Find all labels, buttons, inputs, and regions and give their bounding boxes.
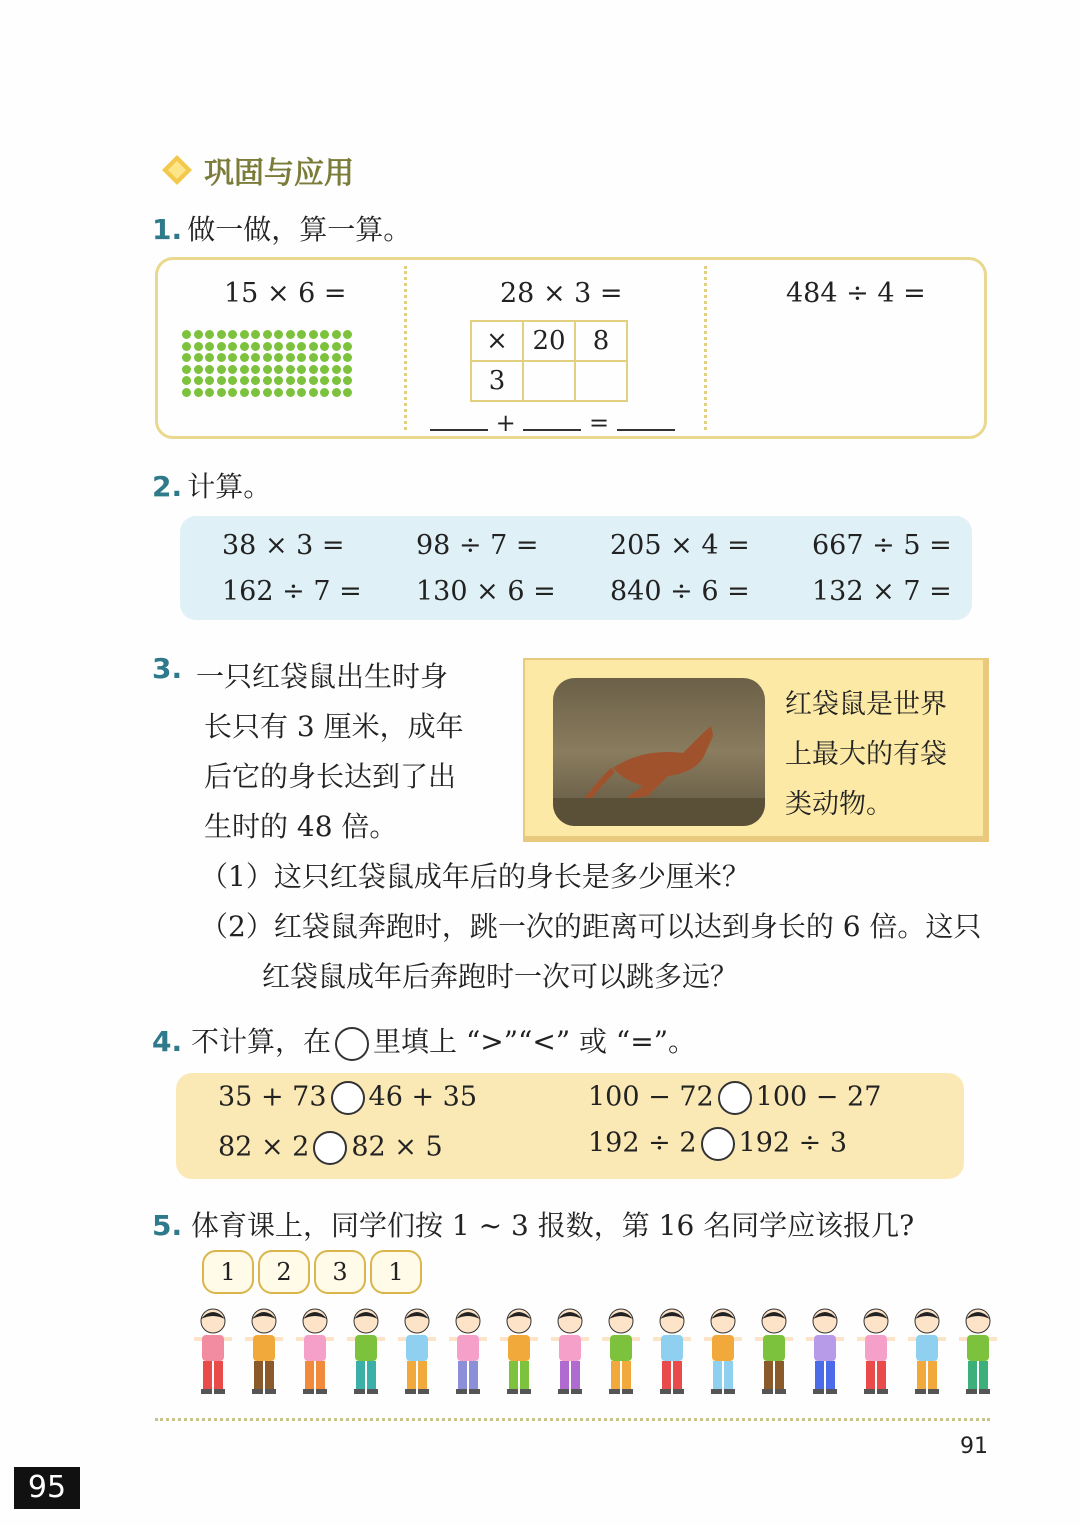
speech-bubble: 2 bbox=[258, 1250, 310, 1294]
dot bbox=[217, 342, 226, 351]
page-badge: 95 bbox=[14, 1467, 80, 1509]
dot bbox=[286, 353, 295, 362]
dot bbox=[274, 342, 283, 351]
dot bbox=[286, 388, 295, 397]
table-cell: 8 bbox=[575, 321, 627, 361]
dot bbox=[240, 330, 249, 339]
dot bbox=[286, 376, 295, 385]
dot bbox=[263, 330, 272, 339]
dot bbox=[286, 330, 295, 339]
text-line: 上最大的有袋 bbox=[785, 739, 947, 770]
dot bbox=[263, 388, 272, 397]
divider bbox=[404, 266, 407, 430]
dot bbox=[332, 376, 341, 385]
dot bbox=[228, 376, 237, 385]
expression: 192 ÷ 3 bbox=[738, 1127, 848, 1159]
dot bbox=[182, 365, 191, 374]
expression: 205 × 4 = bbox=[610, 530, 750, 561]
dot bbox=[217, 365, 226, 374]
dot bbox=[240, 365, 249, 374]
dot bbox=[332, 330, 341, 339]
dot bbox=[332, 353, 341, 362]
plus-sign: + bbox=[495, 409, 516, 437]
question-3 bbox=[152, 652, 182, 685]
question-2 bbox=[152, 465, 271, 505]
speech-bubble: 3 bbox=[314, 1250, 366, 1294]
question-number: 1. bbox=[152, 213, 183, 246]
dot bbox=[286, 365, 295, 374]
equals-sign: = bbox=[589, 409, 610, 437]
student-figure bbox=[547, 1305, 593, 1401]
sub-question-2: （2）红袋鼠奔跑时，跳一次的距离可以达到身长的 6 倍。这只 bbox=[200, 910, 982, 943]
question-text bbox=[196, 652, 464, 852]
answer-circle[interactable] bbox=[701, 1127, 735, 1161]
student-figure bbox=[394, 1305, 440, 1401]
question-number: 2. bbox=[152, 470, 183, 503]
question-4 bbox=[152, 1020, 696, 1061]
text-line: 生时的 48 倍。 bbox=[204, 810, 398, 843]
question-text: 计算。 bbox=[187, 470, 272, 503]
question-number: 5. bbox=[152, 1209, 183, 1242]
speech-bubble: 1 bbox=[370, 1250, 422, 1294]
dot bbox=[182, 342, 191, 351]
student-figure bbox=[292, 1305, 338, 1401]
sum-line bbox=[430, 405, 675, 437]
dot bbox=[309, 376, 318, 385]
page-number: 91 bbox=[960, 1434, 988, 1459]
text-line: 类动物。 bbox=[785, 789, 893, 820]
fact-card bbox=[523, 658, 989, 842]
answer-circle[interactable] bbox=[331, 1081, 365, 1115]
text-line: 长只有 3 厘米，成年 bbox=[204, 710, 464, 743]
divider bbox=[704, 266, 707, 430]
dot bbox=[343, 388, 352, 397]
dot bbox=[182, 388, 191, 397]
student-figure bbox=[802, 1305, 848, 1401]
dot bbox=[263, 353, 272, 362]
student-figure bbox=[955, 1305, 1001, 1401]
expression: 38 × 3 = bbox=[222, 530, 345, 561]
expression: 100 − 72 bbox=[588, 1081, 714, 1113]
text-line: 红袋鼠是世界 bbox=[785, 689, 947, 720]
student-figure bbox=[343, 1305, 389, 1401]
comparison bbox=[588, 1127, 847, 1161]
fact-text bbox=[785, 680, 947, 830]
dot bbox=[343, 376, 352, 385]
dot bbox=[309, 353, 318, 362]
dot bbox=[274, 365, 283, 374]
dot bbox=[309, 330, 318, 339]
dot bbox=[332, 388, 341, 397]
dot bbox=[320, 376, 329, 385]
dot bbox=[228, 388, 237, 397]
answer-circle[interactable] bbox=[718, 1081, 752, 1115]
expression: 132 × 7 = bbox=[812, 576, 952, 607]
section-header bbox=[160, 148, 354, 192]
dot bbox=[251, 388, 260, 397]
expression: 98 ÷ 7 = bbox=[416, 530, 539, 561]
dot bbox=[343, 365, 352, 374]
dot bbox=[320, 365, 329, 374]
student-figure bbox=[649, 1305, 695, 1401]
student-figure bbox=[496, 1305, 542, 1401]
q4-box bbox=[176, 1073, 964, 1179]
student-figure bbox=[904, 1305, 950, 1401]
dot bbox=[274, 353, 283, 362]
section-title: 巩固与应用 bbox=[204, 156, 354, 191]
question-text: 体育课上，同学们按 1 ~ 3 报数，第 16 名同学应该报几? bbox=[191, 1209, 915, 1242]
dot bbox=[228, 365, 237, 374]
dot bbox=[343, 342, 352, 351]
student-figure bbox=[700, 1305, 746, 1401]
dot bbox=[297, 342, 306, 351]
expression: 82 × 5 bbox=[351, 1131, 443, 1163]
dot bbox=[332, 342, 341, 351]
expression: 162 ÷ 7 = bbox=[222, 576, 362, 607]
dot bbox=[194, 330, 203, 339]
dot bbox=[251, 342, 260, 351]
dot bbox=[228, 342, 237, 351]
dot bbox=[217, 330, 226, 339]
student-figure bbox=[598, 1305, 644, 1401]
table-cell: 20 bbox=[523, 321, 575, 361]
dot bbox=[205, 388, 214, 397]
dot bbox=[240, 376, 249, 385]
dot bbox=[263, 342, 272, 351]
dot bbox=[205, 353, 214, 362]
sub-question-1: （1）这只红袋鼠成年后的身长是多少厘米？ bbox=[200, 860, 750, 893]
dot bbox=[194, 388, 203, 397]
expression: 100 − 27 bbox=[755, 1081, 882, 1113]
expression: 192 ÷ 2 bbox=[588, 1127, 697, 1159]
dot bbox=[343, 353, 352, 362]
answer-cell[interactable] bbox=[575, 361, 627, 401]
dot bbox=[309, 388, 318, 397]
expression: 667 ÷ 5 = bbox=[812, 530, 952, 561]
dot bbox=[217, 376, 226, 385]
diamond-icon bbox=[160, 153, 194, 187]
dot bbox=[320, 342, 329, 351]
q2-box bbox=[180, 516, 972, 620]
table-cell: × bbox=[471, 321, 523, 361]
expression: 484 ÷ 4 = bbox=[786, 278, 926, 309]
expression: 130 × 6 = bbox=[416, 576, 556, 607]
dot bbox=[240, 353, 249, 362]
comparison bbox=[218, 1081, 477, 1115]
multiplication-table bbox=[470, 320, 628, 402]
dot bbox=[251, 365, 260, 374]
expression: 28 × 3 = bbox=[500, 278, 623, 309]
dot bbox=[309, 365, 318, 374]
answer-blank[interactable] bbox=[430, 405, 488, 431]
dot bbox=[205, 330, 214, 339]
dot bbox=[309, 342, 318, 351]
dot bbox=[228, 330, 237, 339]
dot bbox=[182, 330, 191, 339]
dot bbox=[251, 353, 260, 362]
text-line: 后它的身长达到了出 bbox=[204, 760, 457, 793]
dot bbox=[228, 353, 237, 362]
question-1 bbox=[152, 208, 411, 248]
speech-bubble: 1 bbox=[202, 1250, 254, 1294]
dot bbox=[343, 330, 352, 339]
dot bbox=[205, 376, 214, 385]
dot bbox=[286, 342, 295, 351]
question-number: 4. bbox=[152, 1025, 183, 1058]
dot bbox=[205, 342, 214, 351]
dot bbox=[194, 353, 203, 362]
dot bbox=[240, 388, 249, 397]
dot bbox=[194, 376, 203, 385]
answer-blank[interactable] bbox=[617, 405, 675, 431]
expression: 15 × 6 = bbox=[224, 278, 347, 309]
expression: 35 + 73 bbox=[218, 1081, 327, 1113]
circle-icon bbox=[335, 1027, 369, 1061]
divider-line bbox=[155, 1418, 990, 1421]
dot bbox=[297, 388, 306, 397]
dot bbox=[205, 365, 214, 374]
dot bbox=[274, 330, 283, 339]
dot bbox=[182, 376, 191, 385]
comparison bbox=[218, 1131, 443, 1165]
question-5 bbox=[152, 1204, 914, 1244]
dot bbox=[194, 365, 203, 374]
table-cell: 3 bbox=[471, 361, 523, 401]
answer-circle[interactable] bbox=[313, 1131, 347, 1165]
student-figure bbox=[190, 1305, 236, 1401]
kangaroo-photo bbox=[553, 678, 765, 826]
dot bbox=[263, 365, 272, 374]
dot bbox=[194, 342, 203, 351]
expression: 46 + 35 bbox=[368, 1081, 478, 1113]
dot bbox=[320, 353, 329, 362]
dot bbox=[274, 376, 283, 385]
dot bbox=[297, 353, 306, 362]
expression: 82 × 2 bbox=[218, 1131, 310, 1163]
dot bbox=[297, 376, 306, 385]
answer-cell[interactable] bbox=[523, 361, 575, 401]
question-text: 做一做，算一算。 bbox=[187, 213, 412, 246]
student-figure bbox=[241, 1305, 287, 1401]
student-figure bbox=[853, 1305, 899, 1401]
question-text: 不计算，在 bbox=[191, 1025, 332, 1058]
dot bbox=[251, 330, 260, 339]
dot bbox=[320, 388, 329, 397]
answer-blank[interactable] bbox=[523, 405, 581, 431]
comparison bbox=[588, 1081, 881, 1115]
dot bbox=[182, 353, 191, 362]
question-number: 3. bbox=[152, 652, 183, 685]
dot bbox=[263, 376, 272, 385]
question-text: 里填上 “>”“<” 或 “=”。 bbox=[373, 1025, 697, 1058]
q1-box bbox=[155, 257, 987, 439]
dot bbox=[297, 365, 306, 374]
student-figure bbox=[445, 1305, 491, 1401]
expression: 840 ÷ 6 = bbox=[610, 576, 750, 607]
student-figure bbox=[751, 1305, 797, 1401]
dot bbox=[251, 376, 260, 385]
text-line: 一只红袋鼠出生时身 bbox=[196, 660, 449, 693]
dot bbox=[217, 388, 226, 397]
dot bbox=[274, 388, 283, 397]
sub-question-2-cont: 红袋鼠成年后奔跑时一次可以跳多远？ bbox=[262, 960, 739, 993]
dot bbox=[320, 330, 329, 339]
dot bbox=[240, 342, 249, 351]
dot bbox=[332, 365, 341, 374]
dot bbox=[217, 353, 226, 362]
dot-array bbox=[182, 330, 355, 399]
dot bbox=[297, 330, 306, 339]
